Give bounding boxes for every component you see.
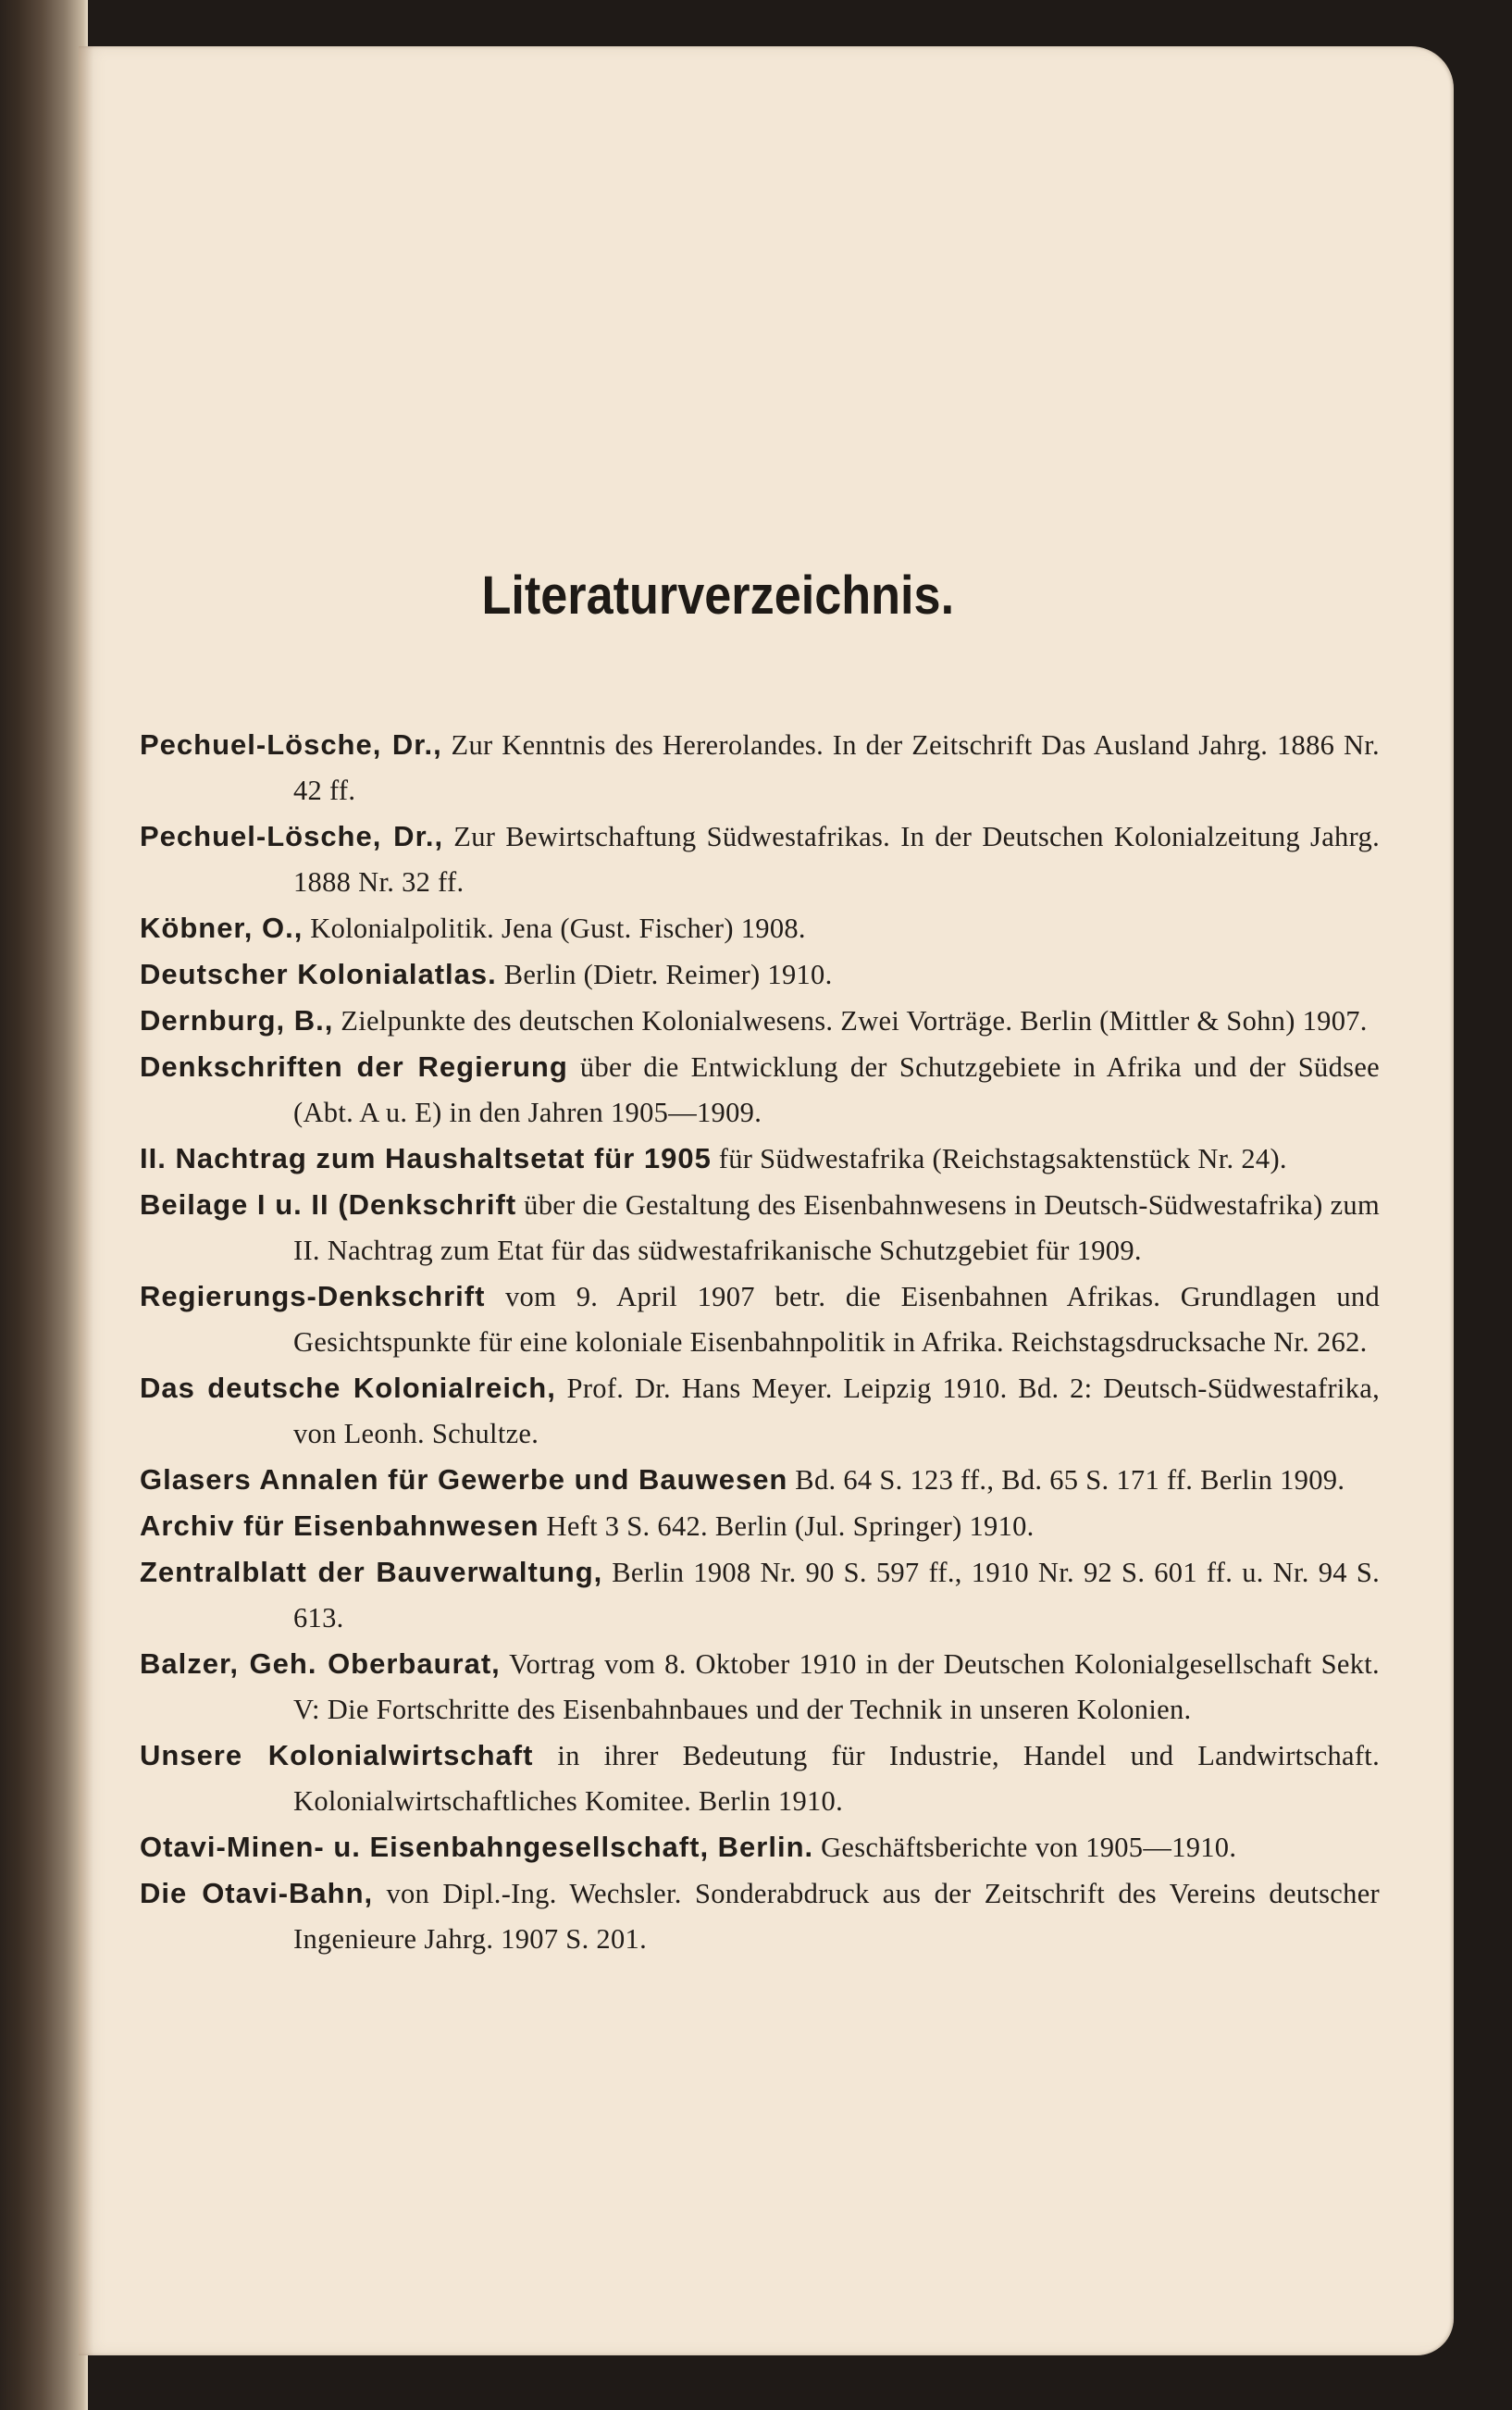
entry-author: Dernburg, B.,	[140, 1004, 334, 1037]
bibliography-entry	[140, 1641, 1380, 1733]
entry-text: Zur Kenntnis des Hererolandes. In der Zeitschrift Das Ausland Jahrg. 1886 Nr. 42 ff.	[293, 729, 1380, 806]
entry-author: Köbner, O.,	[140, 912, 304, 944]
book-page	[79, 46, 1454, 2355]
entry-author: Zentralblatt der Bauverwaltung,	[140, 1556, 603, 1588]
entry-text: Bd. 64 S. 123 ff., Bd. 65 S. 171 ff. Berlin 1909.	[787, 1464, 1345, 1496]
entry-text: über die Gestaltung des Eisenbahnwesens in Deutsch-Südwestafrika) zum II. Nachtrag zum Etat für das südwestafrikanische Schutzgebiet für 1909.	[293, 1189, 1380, 1266]
entry-text: Heft 3 S. 642. Berlin (Jul. Springer) 1910.	[539, 1510, 1035, 1542]
entry-author: Balzer, Geh. Oberbaurat,	[140, 1647, 501, 1680]
entry-text: Berlin (Dietr. Reimer) 1910.	[496, 959, 833, 990]
entry-text: in ihrer Bedeutung für Industrie, Handel und Landwirtschaft. Kolonialwirtschaftliches Komitee. Berlin 1910.	[293, 1740, 1380, 1817]
bibliography-entry	[140, 1182, 1380, 1273]
entry-text: Kolonialpolitik. Jena (Gust. Fischer) 1908.	[303, 913, 806, 944]
entry-author: Pechuel-Lösche, Dr.,	[140, 728, 442, 761]
page-gutter-shadow	[79, 46, 93, 2355]
bibliography-entry	[140, 1824, 1380, 1870]
bibliography-entry	[140, 1549, 1380, 1641]
bibliography-entry	[140, 1457, 1380, 1503]
bibliography-entry	[140, 722, 1380, 814]
entry-text: Zielpunkte des deutschen Kolonialwesens. Zwei Vorträge. Berlin (Mittler & Sohn) 1907.	[333, 1005, 1368, 1037]
entry-text: Geschäftsberichte von 1905—1910.	[813, 1832, 1237, 1863]
entry-author: Beilage I u. II (Denkschrift	[140, 1188, 517, 1221]
entry-text: über die Entwicklung der Schutzgebiete in Afrika und der Südsee (Abt. A u. E) in den Jahren 1905—1909.	[293, 1051, 1380, 1128]
bibliography-entry	[140, 998, 1380, 1044]
entry-author: Archiv für Eisenbahnwesen	[140, 1509, 539, 1542]
entry-author: Glasers Annalen für Gewerbe und Bauwesen	[140, 1463, 788, 1496]
entry-text: von Dipl.-Ing. Wechsler. Sonderabdruck aus der Zeitschrift des Vereins deutscher Ingenieure Jahrg. 1907 S. 201.	[293, 1878, 1380, 1955]
entry-author: Pechuel-Lösche, Dr.,	[140, 820, 444, 852]
entry-text: Prof. Dr. Hans Meyer. Leipzig 1910. Bd. 2: Deutsch-Südwestafrika, von Leonh. Schultze.	[293, 1373, 1381, 1449]
bibliography-entry	[140, 1365, 1380, 1457]
entry-text: Zur Bewirtschaftung Südwestafrikas. In der Deutschen Kolonialzeitung Jahrg. 1888 Nr. 32 ff.	[293, 821, 1380, 898]
entry-author: Das deutsche Kolonialreich,	[140, 1372, 556, 1404]
entry-author: Otavi-Minen- u. Eisenbahngesellschaft, Berlin.	[140, 1831, 814, 1863]
bibliography-entry	[140, 814, 1380, 905]
book-spine	[0, 0, 88, 2410]
entry-author: Denkschriften der Regierung	[140, 1050, 568, 1083]
bibliography-entry	[140, 951, 1380, 998]
page-title: Literaturverzeichnis.	[481, 565, 955, 626]
bibliography-list	[140, 722, 1380, 1962]
bibliography-entry	[140, 1870, 1380, 1962]
bibliography-entry	[140, 1273, 1380, 1365]
entry-author: Unsere Kolonialwirtschaft	[140, 1739, 534, 1771]
bibliography-entry	[140, 1136, 1380, 1182]
entry-author: II. Nachtrag zum Haushaltsetat für 1905	[140, 1142, 712, 1174]
entry-text: vom 9. April 1907 betr. die Eisenbahnen Afrikas. Grundlagen und Gesichtspunkte für eine koloniale Eisenbahnpolitik in Afrika. Reichstagsdrucksache Nr. 262.	[293, 1281, 1380, 1358]
bibliography-entry	[140, 1733, 1380, 1824]
bibliography-entry	[140, 1044, 1380, 1136]
entry-text: Vortrag vom 8. Oktober 1910 in der Deutschen Kolonialgesellschaft Sekt. V: Die Fortschritte des Eisenbahnbaues und der Technik in unseren Kolonien.	[293, 1648, 1380, 1725]
entry-text: Berlin 1908 Nr. 90 S. 597 ff., 1910 Nr. 92 S. 601 ff. u. Nr. 94 S. 613.	[293, 1557, 1381, 1634]
bibliography-entry	[140, 905, 1380, 951]
bibliography-entry	[140, 1503, 1380, 1549]
entry-author: Die Otavi-Bahn,	[140, 1877, 374, 1909]
entry-text: für Südwestafrika (Reichstagsaktenstück Nr. 24).	[711, 1143, 1287, 1174]
entry-author: Deutscher Kolonialatlas.	[140, 958, 497, 990]
entry-author: Regierungs-Denkschrift	[140, 1280, 486, 1312]
